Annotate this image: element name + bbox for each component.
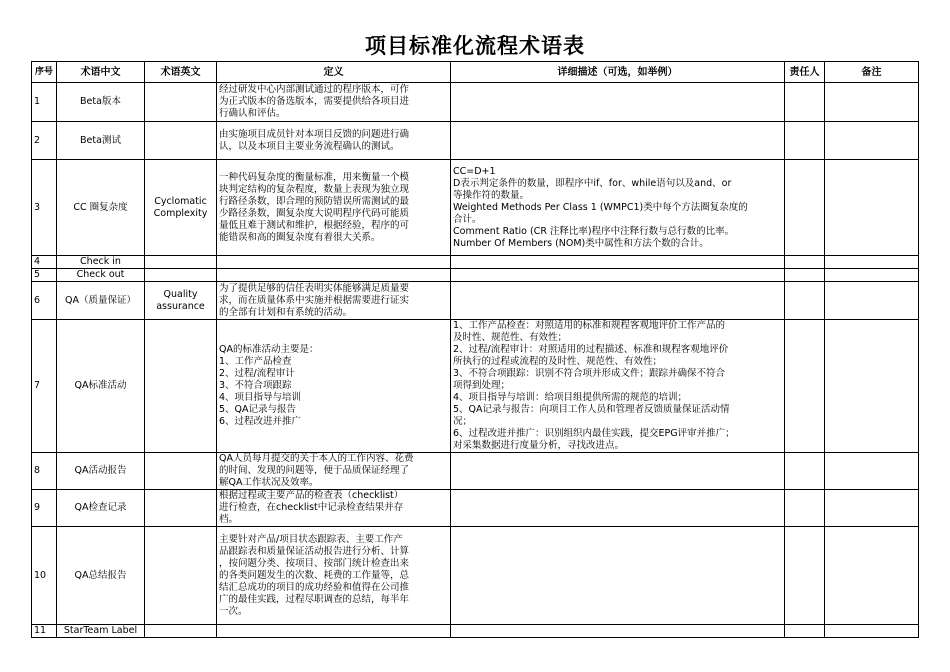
row-number: 8: [32, 453, 57, 490]
term-detail: [451, 256, 785, 269]
term-definition: 由实施项目成员针对本项目反馈的问题进行确 认，以及本项目主要业务流程确认的测试。: [217, 122, 451, 160]
term-chinese: QA检查记录: [57, 490, 145, 527]
term-english: [145, 256, 217, 269]
term-chinese: CC 圈复杂度: [57, 160, 145, 256]
term-definition: [217, 256, 451, 269]
row-number: 5: [32, 269, 57, 282]
term-detail: [451, 490, 785, 527]
header-definition: 定义: [217, 62, 451, 83]
table-header-row: [32, 62, 919, 83]
term-chinese: QA（质量保证）: [57, 282, 145, 320]
row-number: 7: [32, 320, 57, 453]
term-remark: [825, 490, 919, 527]
term-owner: [785, 83, 825, 122]
table-row: [32, 625, 919, 638]
term-remark: [825, 527, 919, 625]
term-owner: [785, 282, 825, 320]
term-chinese: StarTeam Label: [57, 625, 145, 638]
term-owner: [785, 453, 825, 490]
table-row: [32, 320, 919, 453]
term-detail: [451, 453, 785, 490]
row-number: 1: [32, 83, 57, 122]
term-definition: 一种代码复杂度的衡量标准，用来衡量一个模 块判定结构的复杂程度，数量上表现为独立现 行路径条数，即合理的预防错误所需测试的最 少路径条数，圈复杂度大说明程序代码可能质 量低且难于测试和维护，根据经验，程序的可 能错误和高的圈复杂度有着很大关系。: [217, 160, 451, 256]
row-number: 11: [32, 625, 57, 638]
term-remark: [825, 269, 919, 282]
term-detail: [451, 527, 785, 625]
table-row: [32, 122, 919, 160]
row-number: 6: [32, 282, 57, 320]
term-english: [145, 453, 217, 490]
term-owner: [785, 269, 825, 282]
term-definition: 根据过程或主要产品的检查表（checklist） 进行检查，在checklist中记录检查结果并存 档。: [217, 490, 451, 527]
header-detail: 详细描述（可选，如举例）: [451, 62, 785, 83]
row-number: 10: [32, 527, 57, 625]
row-number: 2: [32, 122, 57, 160]
term-remark: [825, 256, 919, 269]
term-owner: [785, 122, 825, 160]
term-remark: [825, 122, 919, 160]
term-remark: [825, 83, 919, 122]
term-remark: [825, 625, 919, 638]
table-row: [32, 282, 919, 320]
term-detail: [451, 269, 785, 282]
term-english: [145, 122, 217, 160]
term-remark: [825, 453, 919, 490]
term-definition: 经过研发中心内部测试通过的程序版本，可作 为正式版本的备选版本，需要提供给各项目进 行确认和评估。: [217, 83, 451, 122]
table-row: [32, 83, 919, 122]
term-chinese: Check in: [57, 256, 145, 269]
term-remark: [825, 160, 919, 256]
term-english: [145, 490, 217, 527]
term-owner: [785, 256, 825, 269]
header-owner: 责任人: [785, 62, 825, 83]
glossary-table: [31, 61, 919, 638]
header-remark: 备注: [825, 62, 919, 83]
term-english: [145, 83, 217, 122]
term-definition: 为了提供足够的信任表明实体能够满足质量要 求，而在质量体系中实施并根据需要进行证实 的全部有计划和有系统的活动。: [217, 282, 451, 320]
header-term-cn: 术语中文: [57, 62, 145, 83]
page-title: 项目标准化流程术语表: [365, 34, 585, 58]
term-owner: [785, 320, 825, 453]
term-definition: QA人员每月提交的关于本人的工作内容、花费 的时间、发现的问题等，便于品质保证经理了 解QA工作状况及效率。: [217, 453, 451, 490]
term-chinese: Beta测试: [57, 122, 145, 160]
term-detail: [451, 122, 785, 160]
table-row: [32, 160, 919, 256]
term-chinese: Beta版本: [57, 83, 145, 122]
term-detail: 1、工作产品检查：对照适用的标准和规程客观地评价工作产品的 及时性、规范性、有效性； 2、过程/流程审计：对照适用的过程描述、标准和规程客观地评价 所执行的过程或流程的及时性、规范性、有效性； 3、不符合项跟踪：识别不符合项并形成文件；跟踪并确保不符合 项得到处理； 4、项目指导与培训：给项目组提供所需的规范的培训； 5、QA记录与报告：向项目工作人员和管理者反馈质量保证活动情 况； 6、过程改进并推广：识别组织内最佳实践，提交EPG评审并推广； 对采集数据进行度量分析，寻找改进点。: [451, 320, 785, 453]
term-owner: [785, 527, 825, 625]
table-row: [32, 453, 919, 490]
term-chinese: QA标准活动: [57, 320, 145, 453]
term-english: [145, 269, 217, 282]
term-definition: 主要针对产品/项目状态跟踪表、主要工作产 品跟踪表和质量保证活动报告进行分析、计算 ，按问题分类、按项目、按部门统计检查出来 的各类问题发生的次数、耗费的工作量等，总 结汇总成功的项目的成功经验和值得在公司推 广的最佳实践，过程尽职调查的总结，每半年 一次。: [217, 527, 451, 625]
term-detail: CC=D+1 D表示判定条件的数量，即程序中if、for、while语句以及and、or 等操作符的数量。 Weighted Methods Per Class 1 (WMPC1)类中每个方法圈复杂度的 合计。 Comment Ratio (CR 注释比率)程序中注释行数与总行数的比率。 Number Of Members (NOM)类中属性和方法个数的合计。: [451, 160, 785, 256]
term-remark: [825, 320, 919, 453]
term-english: [145, 527, 217, 625]
term-detail: [451, 625, 785, 638]
header-term-en: 术语英文: [145, 62, 217, 83]
term-english: [145, 625, 217, 638]
row-number: 9: [32, 490, 57, 527]
term-owner: [785, 490, 825, 527]
table-row: [32, 269, 919, 282]
term-english: Quality assurance: [145, 282, 217, 320]
term-owner: [785, 625, 825, 638]
term-detail: [451, 282, 785, 320]
term-definition: QA的标准活动主要是： 1、工作产品检查 2、过程/流程审计 3、不符合项跟踪 4、项目指导与培训 5、QA记录与报告 6、过程改进并推广: [217, 320, 451, 453]
table-row: [32, 256, 919, 269]
term-remark: [825, 282, 919, 320]
term-definition: [217, 625, 451, 638]
term-english: [145, 320, 217, 453]
term-chinese: QA活动报告: [57, 453, 145, 490]
table-row: [32, 527, 919, 625]
table-row: [32, 490, 919, 527]
term-chinese: QA总结报告: [57, 527, 145, 625]
term-chinese: Check out: [57, 269, 145, 282]
term-english: Cyclomatic Complexity: [145, 160, 217, 256]
term-owner: [785, 160, 825, 256]
row-number: 3: [32, 160, 57, 256]
header-no: 序号: [32, 62, 57, 83]
row-number: 4: [32, 256, 57, 269]
term-detail: [451, 83, 785, 122]
term-definition: [217, 269, 451, 282]
